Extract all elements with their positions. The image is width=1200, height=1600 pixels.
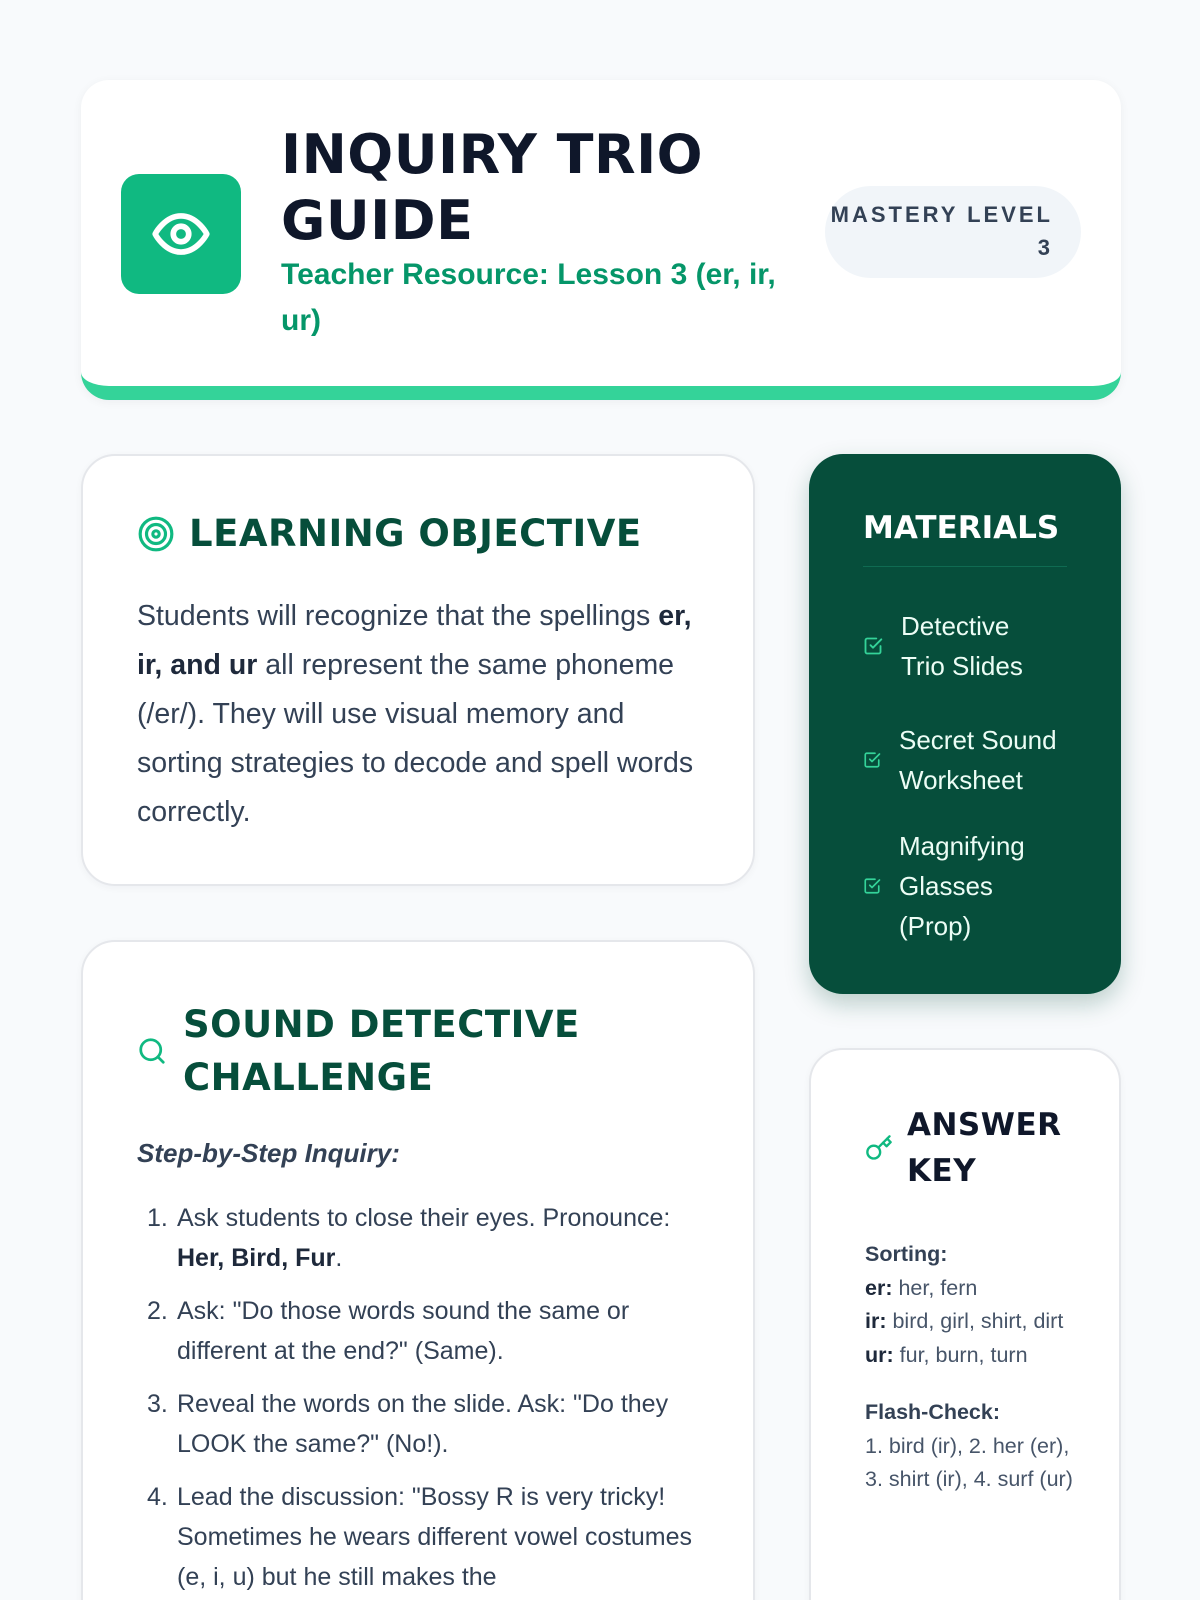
search-icon (137, 1036, 167, 1066)
materials-heading: MATERIALS (863, 510, 1067, 567)
check-square-icon (863, 877, 881, 895)
sound-detective-header (137, 998, 623, 1104)
answer-key-heading: ANSWER KEY (907, 1107, 1062, 1189)
header-card (81, 80, 1121, 400)
flash-check-text: 1. bird (ir), 2. her (er), 3. shirt (ir), 4. surf (ur) (865, 1433, 1073, 1491)
inquiry-subheading: Step-by-Step Inquiry: (137, 1138, 400, 1168)
key-icon (865, 1134, 893, 1162)
sorting-row: ur: fur, burn, turn (865, 1342, 1028, 1367)
learning-objective-header (137, 512, 642, 555)
answer-key-header (865, 1102, 1067, 1194)
materials-item (863, 606, 1041, 686)
target-icon (137, 515, 175, 553)
sound-detective-card (81, 940, 755, 1600)
materials-card (809, 454, 1121, 994)
check-square-icon (863, 751, 881, 769)
flash-check-label: Flash-Check: (865, 1400, 1001, 1424)
sound-detective-heading: SOUND DETECTIVE CHALLENGE (183, 1003, 580, 1099)
materials-item-label: Detective Trio Slides (901, 611, 1023, 681)
materials-item (863, 826, 1049, 946)
page-subtitle: Teacher Resource: Lesson 3 (er, ir, ur) (281, 258, 776, 337)
inquiry-steps (137, 1198, 717, 1600)
learning-objective-text: Students will recognize that the spellings er, ir, and ur all represent the same phoneme (/er/). They will use visual memory and sorting strategies to decode and spell words correctly. (137, 600, 694, 828)
inquiry-step: 2. Ask: "Do those words sound the same or different at the end?" (Same). (147, 1297, 630, 1365)
learning-objective-card (81, 454, 755, 886)
inquiry-step: 4. Lead the discussion: "Bossy R is very tricky! Sometimes he wears different vowel costumes (e, i, u) but he still makes the (147, 1483, 693, 1591)
sorting-label: Sorting: (865, 1242, 948, 1266)
materials-item-label: Magnifying Glasses (Prop) (899, 831, 1025, 941)
materials-item (863, 720, 1069, 800)
materials-item-label: Secret Sound Worksheet (899, 725, 1057, 795)
answer-key-card (809, 1048, 1121, 1600)
objective-spellings: er, ir, and ur (137, 600, 692, 681)
logo-badge (121, 174, 241, 294)
page-title: INQUIRY TRIO GUIDE (281, 123, 704, 252)
answer-key-body (865, 1238, 1075, 1497)
sorting-row: ir: bird, girl, shirt, dirt (865, 1309, 1064, 1333)
inquiry-step: 3. Reveal the words on the slide. Ask: "Do they LOOK the same?" (No!). (147, 1390, 669, 1458)
check-square-icon (863, 636, 883, 656)
inquiry-step: 1. Ask students to close their eyes. Pronounce: Her, Bird, Fur. (147, 1204, 671, 1272)
mastery-badge: MASTERY LEVEL 3 (825, 186, 1081, 278)
sorting-row: er: her, fern (865, 1275, 978, 1300)
learning-objective-heading: LEARNING OBJECTIVE (189, 512, 642, 555)
eye-icon (150, 203, 212, 265)
